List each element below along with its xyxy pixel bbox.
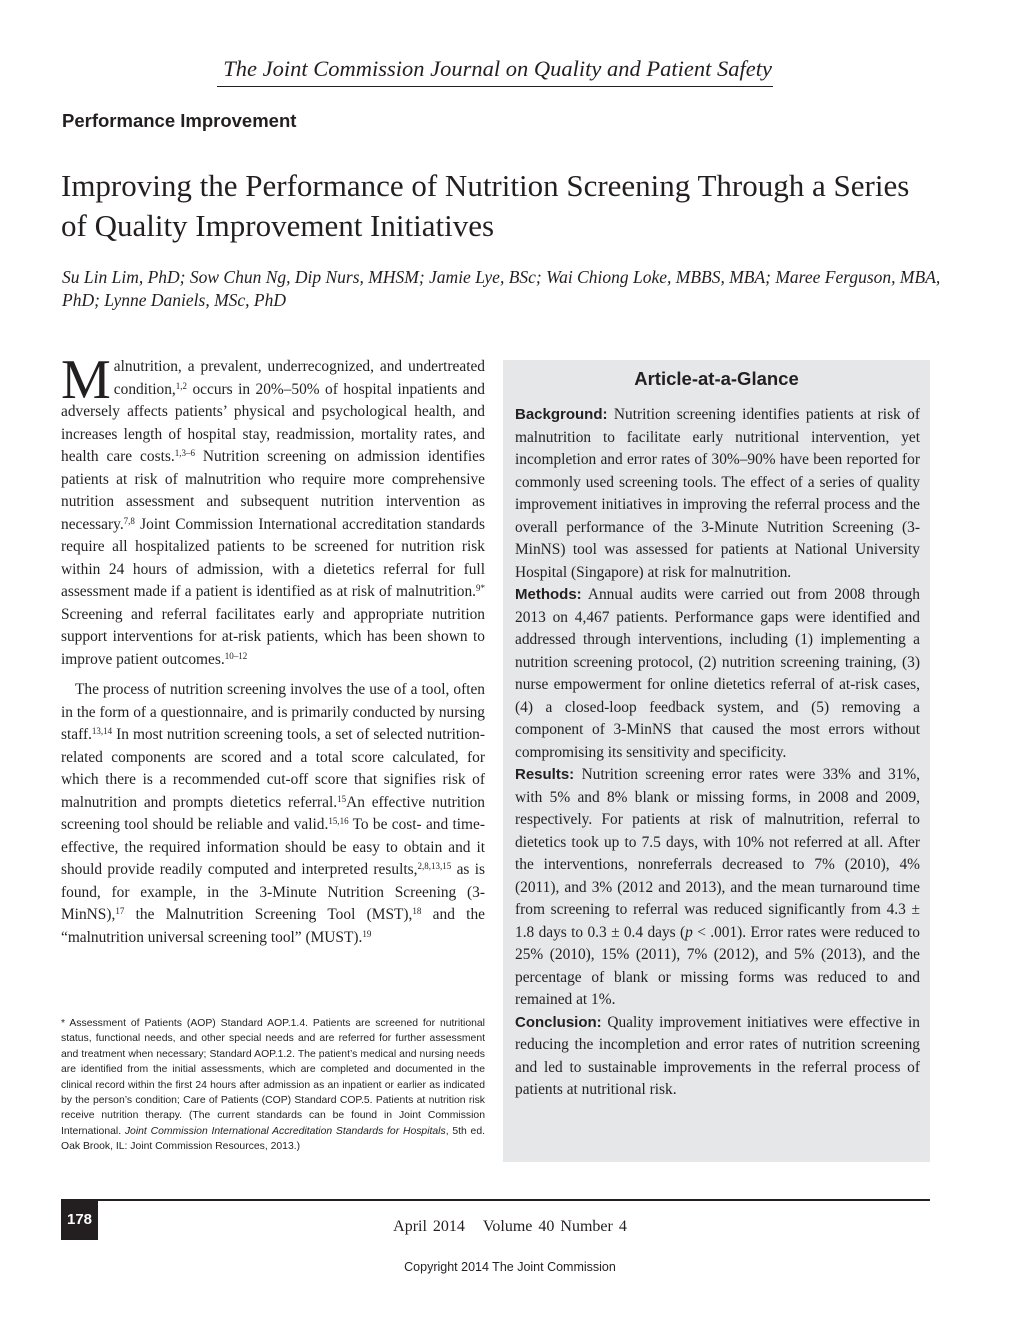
glance-title: Article-at-a-Glance bbox=[634, 368, 799, 389]
body-paragraph: Malnutrition, a prevalent, underrecognized, and undertreated condition,$^{1,2}$ occurs in 20%–50% of hospital inpatients and adversely affects patients’ physical and psychological health, and increases length of hospital stay, readmission, mortality rates, and health care costs.$^{1,3-6}$ Nutrition screening on admission identifies patients at risk of malnutrition who require more comprehensive nutrition assessment and subsequent nutrition intervention as necessary.$^{7,8}$ Joint Commission International accreditation standards require all hospitalized patients to be screened for nutrition risk within 24 hours of admission, with a dietetics referral for full assessment made if a patient is identified as at risk of malnutrition.$^{9*}$ Screening and referral facilitates early and appropriate nutrition support interventions for at-risk patients, which has been shown to improve patient outcomes.$^{10-12}$ bbox=[61, 349, 485, 668]
section-label: Performance Improvement bbox=[62, 110, 297, 131]
body-text-column bbox=[61, 349, 485, 949]
glance-background: Background: Nutrition screening identifies patients at risk of malnutrition to facilitate early nutritional intervention, yet incompletion and error rates of 30%–90% have been reported for commonly used screening tools. The effect of a series of quality improvement initiatives in improving the referral process and the overall performance of the 3-Minute Nutrition Screening (3-MinNS) tool was assessed for patients at National University Hospital (Singapore) at risk for malnutrition. bbox=[515, 406, 920, 581]
author-list: Su Lin Lim, PhD; Sow Chun Ng, Dip Nurs, MHSM; Jamie Lye, BSc; Wai Chiong Loke, MBBS, MBA; Maree Ferguson, MBA, PhD; Lynne Daniels, MSc, PhD bbox=[62, 267, 941, 310]
glance-conclusion: Conclusion: Quality improvement initiatives were effective in reducing the incompletion and error rates of nutrition screening and led to sustainable improvements in the referral process of patients at nutritional risk. bbox=[515, 1013, 920, 1098]
issue-volume: Volume 40 Number 4 bbox=[482, 1218, 627, 1235]
drop-cap: M bbox=[61, 349, 111, 411]
article-title: Improving the Performance of Nutrition Screening Through a Series of Quality Improvement Initiatives bbox=[61, 168, 910, 243]
body-paragraph: The process of nutrition screening involves the use of a tool, often in the form of a questionnaire, and is primarily conducted by nursing staff.$^{13,14}$ In most nutrition screening tools, a set of selected nutrition-related components are scored and a total score calculated, for which there is a recommended cut-off score that signifies risk of malnutrition and prompts dietetics referral.$^{15}$An effective nutrition screening tool should be reliable and valid.$^{15,16}$ To be cost- and time-effective, the required information should be easy to obtain and it should provide readily computed and interpreted results,$^{2,8,13,15}$ as is found, for example, in the 3-Minute Nutrition Screening (3-MinNS),$^{17}$ the Malnutrition Screening Tool (MST),$^{18}$ and the “malnutrition universal screening tool” (MUST).$^{19}$ bbox=[61, 681, 485, 946]
issue-date: April 2014 bbox=[393, 1218, 465, 1235]
journal-title: The Joint Commission Journal on Quality and Patient Safety bbox=[223, 56, 772, 81]
glance-results: Results: Nutrition screening error rates were 33% and 31%, with 5% and 8% blank or missing forms, in 2008 and 2009, respectively. For patients at risk of malnutrition, referral to dietetics took up to 7.5 days, with 10% not referred at all. After the interventions, nonreferrals decreased to 7% (2010), 4% (2011), and 3% (2012 and 2013), and the mean turnaround time from screening to referral was reduced significantly from 4.3 ± 1.8 days to 0.3 ± 0.4 days (p < .001). Error rates were reduced to 25% (2010), 15% (2011), 7% (2012), and 5% (2013), and the percentage of blank or missing forms was reduced to and remained at 1%. bbox=[515, 766, 920, 1008]
glance-methods: Methods: Annual audits were carried out from 2008 through 2013 on 4,467 patients. Performance gaps were identified and addressed through interventions, including (1) implementing a nutrition screening protocol, (2) nutrition screening training, (3) nurse empowerment for online dietetics referral of at-risk cases, (4) a closed-loop feedback system, and (5) removing a component of 3-MinNS that caused the most errors without compromising its sensitivity and specificity. bbox=[515, 586, 920, 761]
page-number: 178 bbox=[61, 1201, 98, 1240]
article-at-a-glance-box bbox=[503, 360, 930, 1162]
issue-info bbox=[0, 1218, 1020, 1236]
footnote: * Assessment of Patients (AOP) Standard AOP.1.4. Patients are screened for nutritional status, functional needs, and other special needs and are referred for further assessment and treatment when necessary; Standard AOP.1.2. The patient’s medical and nursing needs are identified from the initial assessments, which are completed and documented in the clinical record within the first 24 hours after admission as an inpatient or earlier as indicated by the person’s condition; Care of Patients (COP) Standard COP.5. Patients at nutrition risk receive nutrition therapy. (The current standards can be found in Joint Commission International. Joint Commission International Accreditation Standards for Hospitals, 5th ed. Oak Brook, IL: Joint Commission Resources, 2013.) bbox=[61, 1018, 486, 1153]
header-rule bbox=[217, 86, 773, 87]
footer-rule bbox=[61, 1199, 930, 1201]
copyright: Copyright 2014 The Joint Commission bbox=[404, 1260, 616, 1274]
glance-body bbox=[515, 404, 920, 1102]
